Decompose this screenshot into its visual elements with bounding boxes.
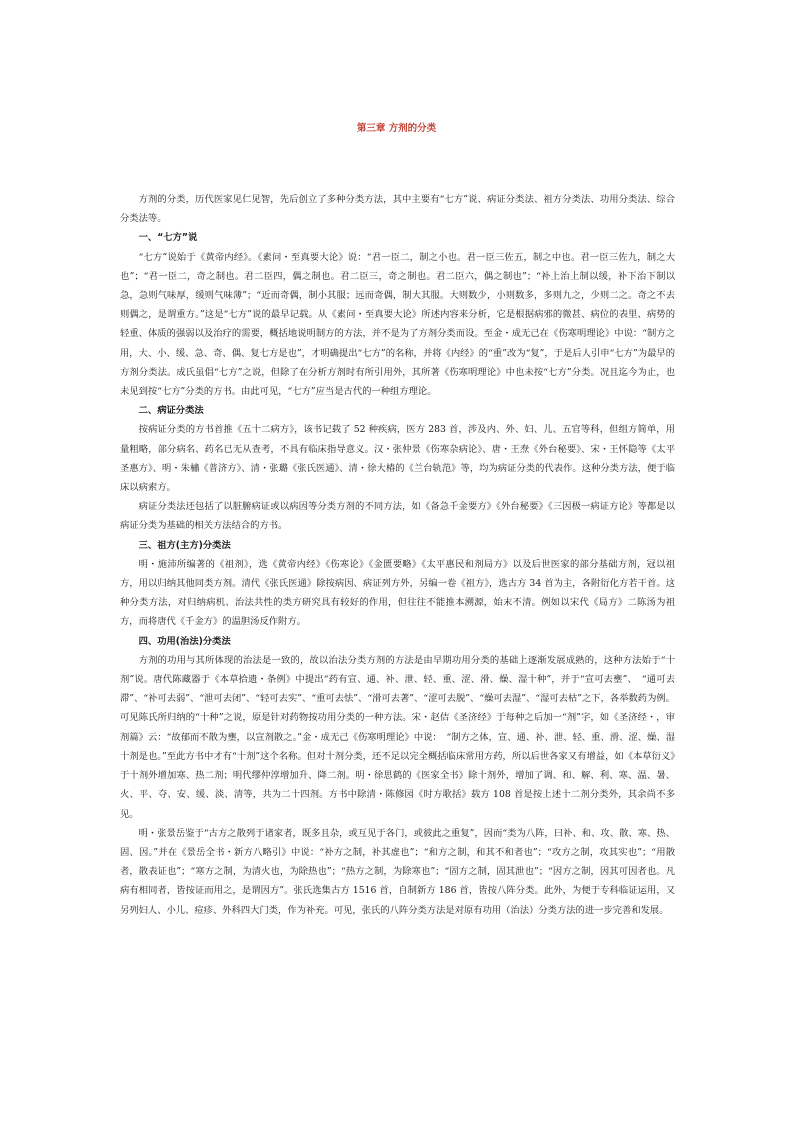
section-1-heading: 一、“七方”说 [138,232,198,244]
section-2-heading: 二、病证分类法 [138,405,204,417]
section-3-heading: 三、祖方(主方)分类法 [138,539,231,551]
document-body [120,190,675,920]
section-2-paragraph-1: 按病证分类的方书首推《五十二病方》，该书记载了 52 种疾病，医方 283 首，涉及内、外、妇、儿、五官等科，但组方简单，用量粗略，部分病名、药名已无从查考，不具有临床指导意义。汉・张仲景《伤寒杂病论》、唐・王焘《外台秘要》、宋・王怀隐等《太平圣惠方》、明・朱橚《普济方》、清・张璐《张氏医通》、清・徐大椿的《兰台轨范》等，均为病证分类的代表作。这种分类方法，便于临床以病索方。 [120,424,675,494]
section-4-paragraph-2: 明・张景岳鉴于“古方之散列于诸家者，既多且杂，或互见于各门，或彼此之重复”，因而“类为八阵，曰补、和、攻、散、寒、热、固、因。”并在《景岳全书・新方八略引》中说：“补方之制，补其虚也”；“和方之制，和其不和者也”；“攻方之制，攻其实也”；“用散者，散表证也”；“寒方之制，为清火也，为除热也”；“热方之制，为除寒也”；“固方之制，固其泄也”；“因方之制，因其可因者也。凡病有相同者，皆按证而用之，是谓因方”。张氏选集古方 1516 首，自制新方 186 首，皆按八阵分类。此外，为便于专科临证运用，又另列妇人、小儿、痘疹、外科四大门类，作为补充。可见，张氏的八阵分类方法是对原有功用（治法）分类方法的进一步完善和发展。 [120,827,675,916]
intro-paragraph: 方剂的分类，历代医家见仁见智，先后创立了多种分类方法，其中主要有“七方”说、病证分类法、祖方分类法、功用分类法、综合分类法等。 [120,194,675,225]
section-4-heading: 四、功用(治法)分类法 [138,635,231,647]
section-2-paragraph-2: 病证分类法还包括了以脏腑病证或以病因等分类方剂的不同方法，如《备急千金要方》《外台秘要》《三因极一病证方论》等都是以病证分类为基础的相关方法结合的方书。 [120,501,675,532]
section-1-paragraph-1: “七方”说始于《黄帝内经》。《素问・至真要大论》说：“君一臣二，制之小也。君一臣三佐五，制之中也。君一臣三佐九，制之大也”；“君一臣二，奇之制也。君二臣四，偶之制也。君二臣三，奇之制也。君二臣六，偶之制也”；“补上治上制以缓，补下治下制以急，急则气味厚，缓则气味薄”；“近而奇偶，制小其服；远而奇偶，制大其服。大则数少，小则数多，多则九之，少则二之。奇之不去则偶之，是谓重方。”这是“七方”说的最早记载。从《素问・至真要大论》所述内容来分析，它是根据病邪的微甚、病位的表里、病势的轻重、体质的强弱以及治疗的需要，概括地说明制方的方法，并不是为了方剂分类而设。至金・成无己在《伤寒明理论》中说：“制方之用，大、小、缓、急、奇、偶、复七方是也”，才明确提出“七方”的名称，并将《内经》的“重”改为“复”，于是后人引申“七方”为最早的方剂分类法。成氏虽倡“七方”之说，但除了在分析方剂时有所引用外，其所著《伤寒明理论》中也未按“七方”分类。况且迄今为止，也未见到按“七方”分类的方书。由此可见，“七方”应当是古代的一种组方理论。 [120,251,675,398]
section-3-paragraph-1: 明・施沛所编著的《祖剂》，选《黄帝内经》《伤寒论》《金匮要略》《太平惠民和剂局方》以及后世医家的部分基础方剂，冠以祖方，用以归纳其他同类方剂。清代《张氏医通》除按病因、病证列方外，另编一卷《祖方》，选古方 34 首为主，各附衍化方若干首。这种分类方法，对归纳病机、治法共性的类方研究具有较好的作用，但往往不能推本溯源，始末不清。例如以宋代《局方》二陈汤为祖方，而将唐代《千金方》的温胆汤反作附方。 [120,558,675,628]
section-4-paragraph-1: 方剂的功用与其所体现的治法是一致的，故以治法分类方剂的方法是由早期功用分类的基础上逐渐发展成熟的，这种方法始于“十剂”说。唐代陈藏器于《本草拾遗・条例》中提出“药有宣、通、补、泄、轻、重、涩、滑、燥、湿十种”，并于“宣可去壅”、 “通可去滞”、“补可去弱”、“泄可去闭”、“轻可去实”、“重可去怯”、“滑可去著”、“涩可去脱”、“燥可去湿”、“湿可去枯”之下，各举数药为例。可见陈氏所归纳的“十种”之说，原是针对药物按功用分类的一种方法。宋・赵佶《圣济经》于每种之后加一“剂”字，如《圣济经・，审剂篇》云：“故郁而不散为壅，以宣剂散之。”金・成无己《伤寒明理论》中说： “制方之体，宣、通、补、泄、轻、重、滑、涩、燥、湿十剂是也。”至此方书中才有“十剂”这个名称。但对十剂分类，还不足以完全概括临床常用方药，所以后世各家又有增益，如《本草衍义》于十剂外增加寒、热二剂；明代缪仲淳增加升、降二剂。明・徐思鹤的《医家全书》除十剂外，增加了调、和、解、利、寒、温、暑、火、平、夺、安、缓、淡、清等，共为二十四剂。方书中除清・陈修园《时方歌括》载方 108 首是按上述十二剂分类外，其余尚不多见。 [120,654,675,820]
chapter-title: 第三章 方剂的分类 [356,123,437,134]
